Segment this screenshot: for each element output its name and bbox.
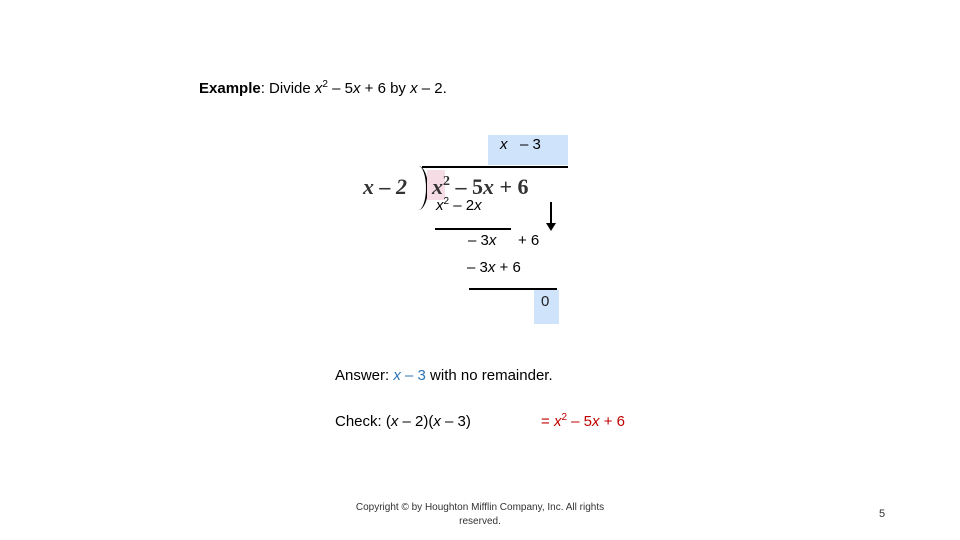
copyright-notice: Copyright © by Houghton Mifflin Company, Inc. All rights reserved. [355,502,605,527]
division-bracket [412,166,428,210]
check-result: = $x^2 - 5x + 6$ [541,412,625,430]
step3-product: – 3x + 6 [467,259,521,276]
step2-difference: – 3x [468,232,497,249]
division-bar [422,166,568,168]
check-line: Check: (x – 2)(x – 3) [335,413,471,430]
example-label: Example [199,80,261,97]
answer-line: Answer: x – 3 with no remainder. [335,367,553,384]
bring-down-arrow-head [546,223,556,231]
bring-down-arrow [550,202,552,224]
dividend: $x^2 - 5x + 6$ [432,174,529,199]
remainder: 0 [541,293,550,310]
page-number: 5 [879,508,886,520]
subtraction-rule-1 [435,228,511,230]
step1-product: $x^2 - 2x$ [436,196,482,214]
step2-brought-down: + 6 [518,232,540,249]
example-line: Example: Divide $x^2 - 5x + 6$ by x – 2. [199,79,447,97]
quotient: x – 3 [500,136,541,153]
divisor: x – 2 [363,174,407,199]
